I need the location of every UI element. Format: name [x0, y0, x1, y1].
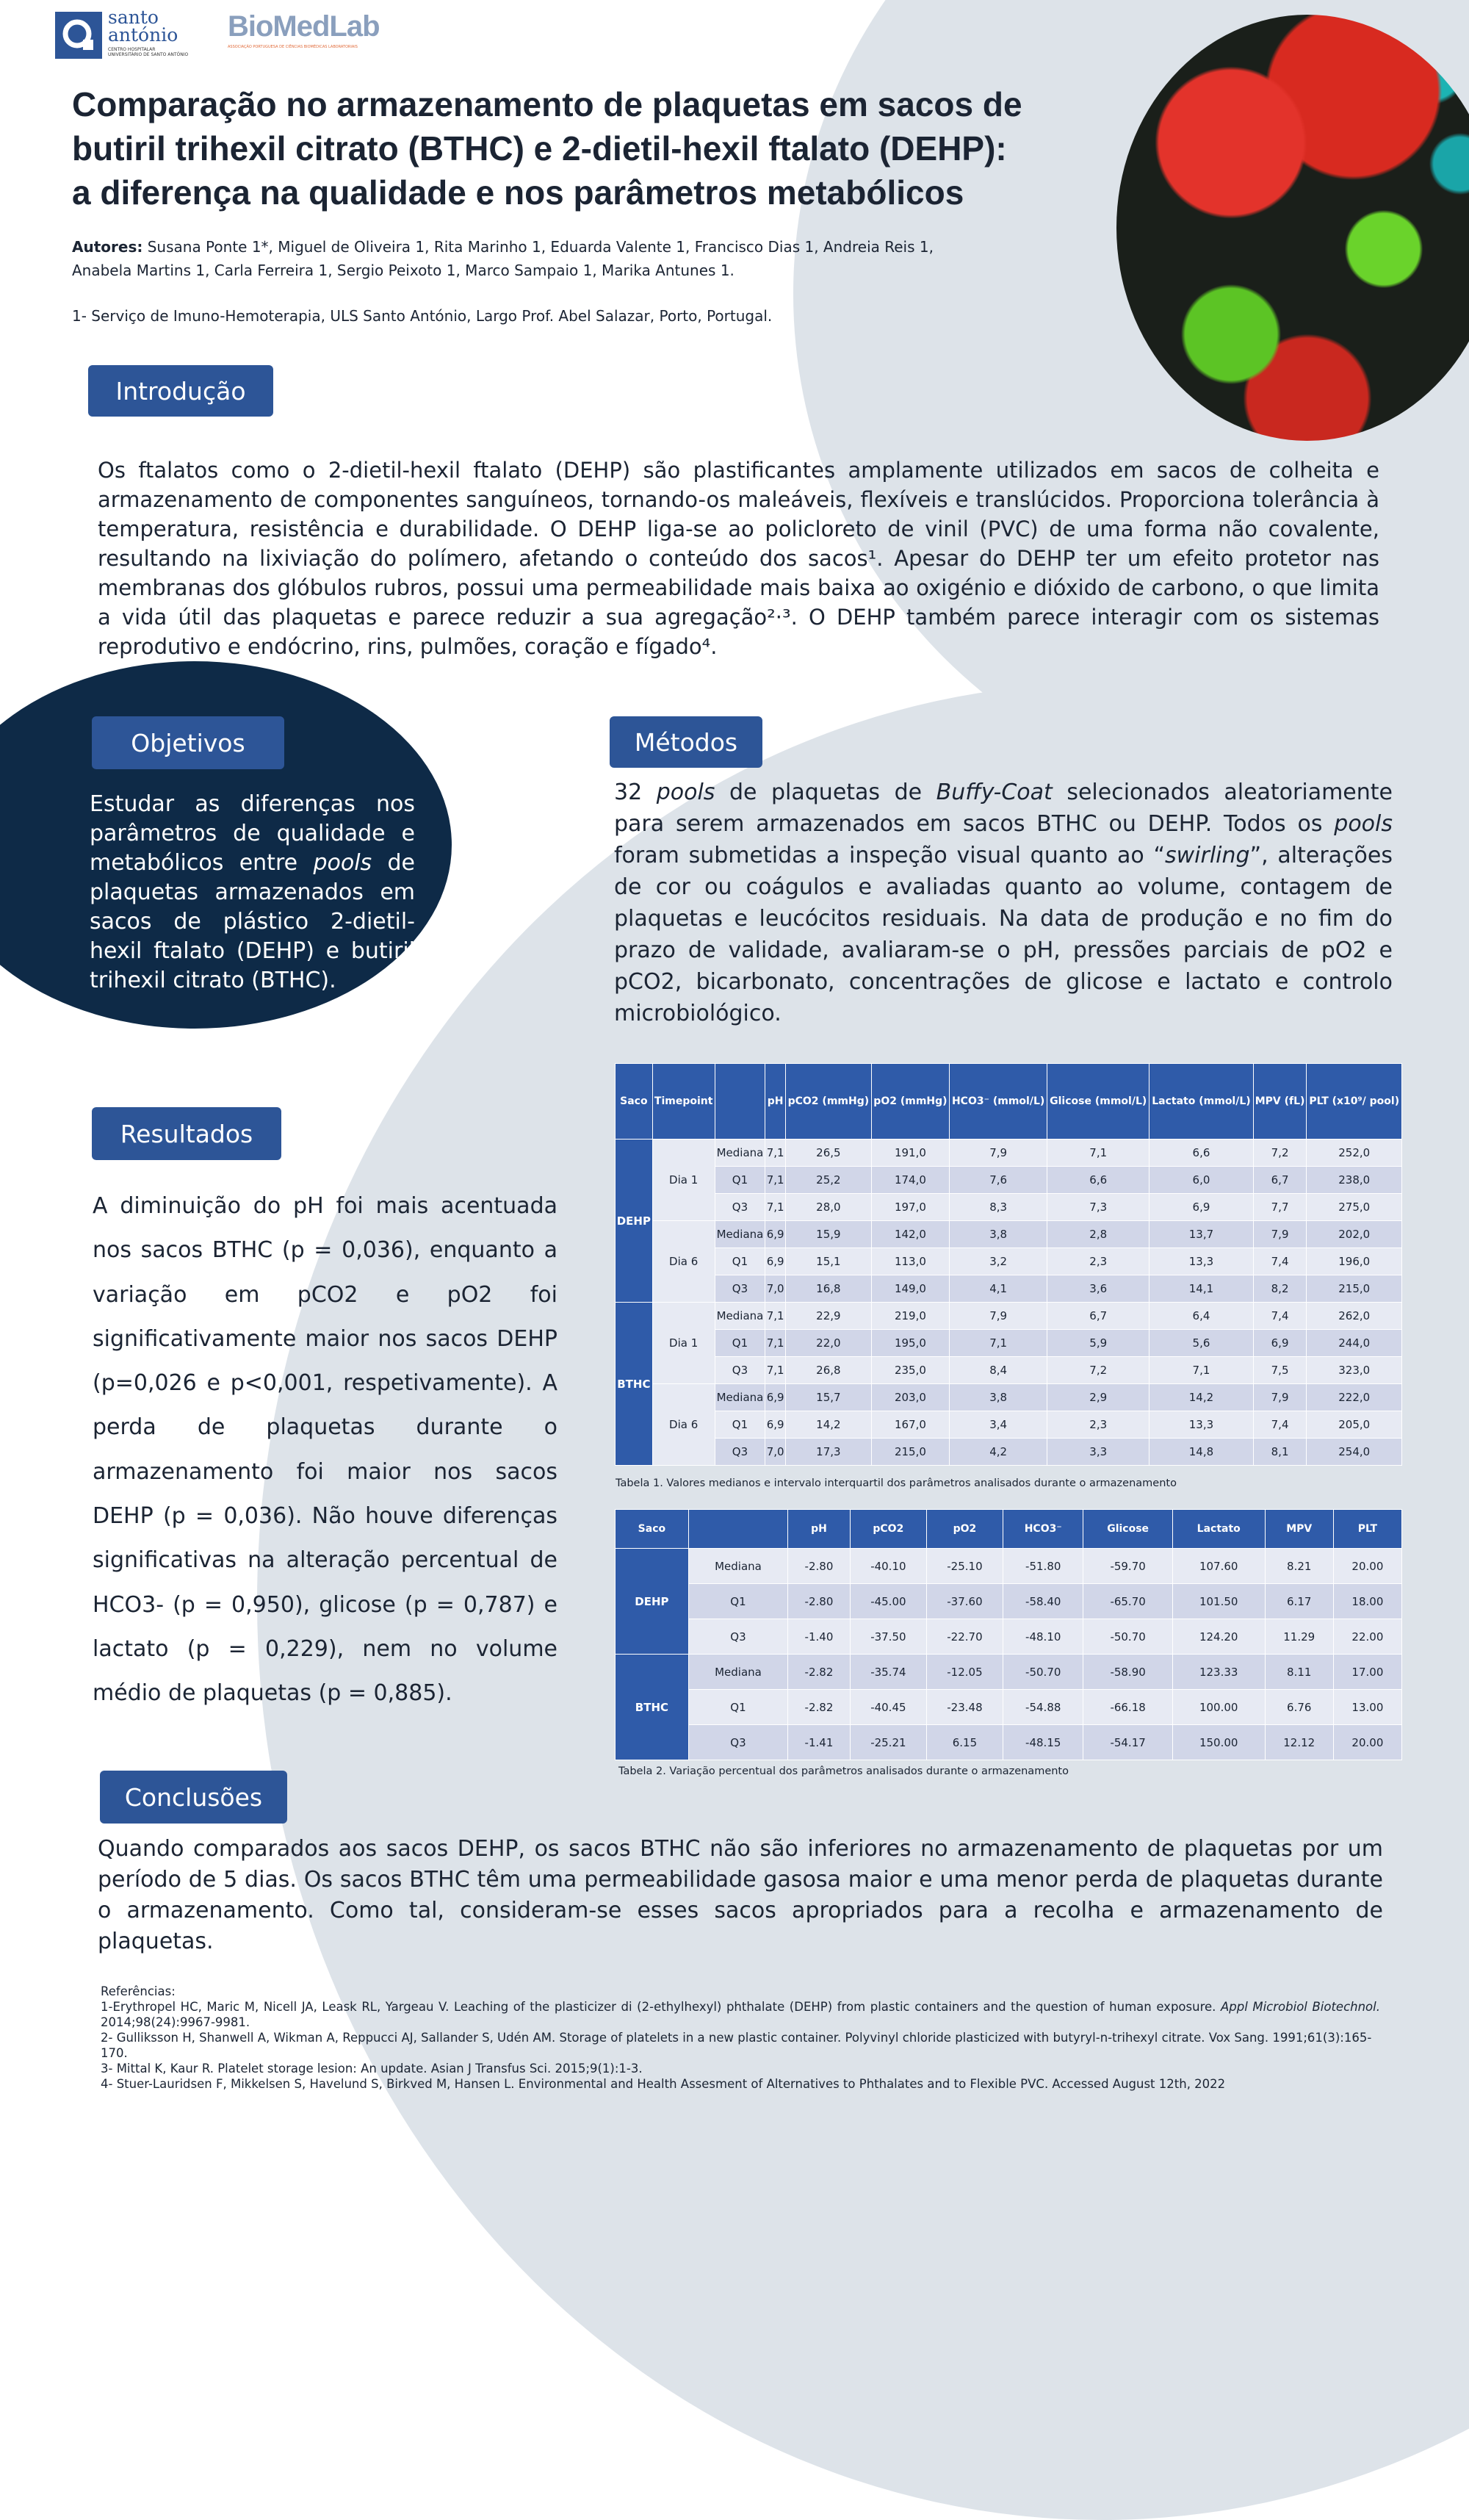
table1-value-cell: 7,6: [950, 1167, 1047, 1194]
table1-value-cell: 13,7: [1149, 1221, 1253, 1248]
table2-value-cell: -59.70: [1083, 1549, 1172, 1584]
table-row: [616, 1248, 1402, 1275]
table1-value-cell: 142,0: [871, 1221, 949, 1248]
table1-value-cell: 7,2: [1253, 1140, 1307, 1167]
biomedlab-logo: [228, 10, 397, 62]
table2-header-cell: Saco: [616, 1510, 689, 1549]
table2-value-cell: 101.50: [1172, 1584, 1265, 1619]
table1-value-cell: 222,0: [1307, 1384, 1402, 1411]
resultados-text: A diminuição do pH foi mais acentuada nos sacos BTHC (p = 0,036), enquanto a variação em pCO2 e pO2 foi significativamente maior nos sacos DEHP (p=0,026 e p<0,001, respetivamente). A perda de plaquetas durante o armazenamento foi maior nos sacos DEHP (p = 0,036). Não houve diferenças significativas na alteração percentual de HCO3- (p = 0,950), glicose (p = 0,787) e lactato (p = 0,229), nem no volume médio de plaquetas (p = 0,885).: [93, 1193, 557, 1707]
objetivos-text: [90, 790, 415, 996]
table2-value-cell: -37.50: [850, 1619, 926, 1655]
table1-value-cell: 235,0: [871, 1357, 949, 1384]
table1-value-cell: 6,9: [1253, 1330, 1307, 1357]
table2-value-cell: -51.80: [1003, 1549, 1083, 1584]
table2-value-cell: 11.29: [1265, 1619, 1333, 1655]
table-2: [615, 1509, 1402, 1760]
table2-value-cell: 6.15: [926, 1725, 1003, 1760]
table2-stat-cell: Mediana: [688, 1655, 787, 1690]
references: [101, 1984, 1380, 2092]
metodos-em1: pools: [656, 780, 715, 805]
table1-value-cell: 8,1: [1253, 1439, 1307, 1466]
reference-4: 4- Stuer-Lauridsen F, Mikkelsen S, Havelund S, Birkved M, Hansen L. Environmental and Health Assesment of Alternatives to Phthalates and to Flexible PVC. Accessed August 12th, 2022: [101, 2077, 1226, 2091]
table1-value-cell: 6,9: [1149, 1194, 1253, 1221]
reference-2: 2- Gulliksson H, Shanwell A, Wikman A, Reppucci AJ, Sallander S, Udén AM. Storage of platelets in a new plastic container. Polyvinyl chloride plasticized with butyryl-n-trihexyl citrate. Vox Sang. 1991;61(3):165-170.: [101, 2031, 1372, 2060]
table2-header-cell: pCO2: [850, 1510, 926, 1549]
table1-value-cell: 4,2: [950, 1439, 1047, 1466]
table2-value-cell: 17.00: [1333, 1655, 1401, 1690]
objetivos-heading: Objetivos: [92, 716, 284, 769]
table1-value-cell: 6,9: [765, 1411, 786, 1439]
table-row: [616, 1655, 1402, 1690]
reference-1-journal: Appl Microbiol Biotechnol.: [1220, 2000, 1380, 2014]
table2-value-cell: 8.21: [1265, 1549, 1333, 1584]
table1-value-cell: 7,1: [765, 1357, 786, 1384]
table1-value-cell: 13,3: [1149, 1411, 1253, 1439]
table1-value-cell: 262,0: [1307, 1303, 1402, 1330]
biomedlab-name: BioMedLab: [228, 10, 380, 43]
table1-value-cell: 7,9: [1253, 1221, 1307, 1248]
table1-caption: Tabela 1. Valores medianos e intervalo interquartil dos parâmetros analisados durante o armazenamento: [616, 1477, 1177, 1489]
table1-value-cell: 203,0: [871, 1384, 949, 1411]
table1-value-cell: 6,9: [765, 1221, 786, 1248]
table1-stat-cell: Mediana: [715, 1140, 765, 1167]
table1-saco-cell: BTHC: [616, 1303, 653, 1466]
table2-value-cell: -58.40: [1003, 1584, 1083, 1619]
santo-antonio-logo-icon: [55, 12, 102, 59]
table1-value-cell: 3,6: [1047, 1275, 1149, 1303]
title-line3: a diferença na qualidade e nos parâmetros metabólicos: [72, 173, 964, 212]
authors-line1: Susana Ponte 1*, Miguel de Oliveira 1, Rita Marinho 1, Eduarda Valente 1, Francisco Dias 1, Andreia Reis 1,: [147, 238, 934, 256]
table2-value-cell: -54.88: [1003, 1690, 1083, 1725]
table2-value-cell: 12.12: [1265, 1725, 1333, 1760]
table2-stat-cell: Q1: [688, 1690, 787, 1725]
metodos-em2: Buffy-Coat: [936, 780, 1053, 805]
table2-value-cell: 100.00: [1172, 1690, 1265, 1725]
intro-text: Os ftalatos como o 2-dietil-hexil ftalato (DEHP) são plastificantes amplamente utilizados em sacos de colheita e armazenamento de componentes sanguíneos, tornando-os maleáveis, flexíveis e translúcidos. Proporciona tolerância à temperatura, resistência e durabilidade. O DEHP liga-se ao policloreto de vinil (PVC) de uma forma não covalente, resultando na lixiviação do polímero, afetando o conteúdo dos sacos¹. Apesar do DEHP ter um efeito protetor nas membranas dos glóbulos rubros, possui uma permeabilidade mais baixa ao oxigénio e dióxido de carbono, o que limita a vida útil das plaquetas e parece reduzir a sua agregação²·³. O DEHP também parece interagir com os sistemas reprodutivo e endócrino, rins, pulmões, coração e fígado⁴.: [98, 458, 1379, 659]
metodos-p5: ”, alterações de cor ou coágulos e avaliadas quanto ao volume, contagem de plaquetas e leucócitos residuais. Na data de produção e no fim do prazo de validade, avaliaram-se o pH, pressões parciais de pO2 e pCO2, bicarbonato, concentrações de glicose e lactato e controlo microbiológico.: [614, 843, 1393, 1026]
table-row: [616, 1619, 1402, 1655]
table1-header-cell: pH: [765, 1064, 786, 1140]
table2-header-cell: pH: [788, 1510, 851, 1549]
table2-value-cell: -23.48: [926, 1690, 1003, 1725]
table1-value-cell: 7,5: [1253, 1357, 1307, 1384]
table-row: [616, 1303, 1402, 1330]
table1-value-cell: 149,0: [871, 1275, 949, 1303]
table2-value-cell: -2.82: [788, 1655, 851, 1690]
table1-value-cell: 113,0: [871, 1248, 949, 1275]
table1-value-cell: 4,1: [950, 1275, 1047, 1303]
reference-3: 3- Mittal K, Kaur R. Platelet storage lesion: An update. Asian J Transfus Sci. 2015;9(1):1-3.: [101, 2062, 643, 2076]
table2-value-cell: 8.11: [1265, 1655, 1333, 1690]
table2-value-cell: -25.21: [850, 1725, 926, 1760]
table2-header-cell: Glicose: [1083, 1510, 1172, 1549]
table2-header-cell: MPV: [1265, 1510, 1333, 1549]
table1-value-cell: 7,1: [765, 1330, 786, 1357]
table1-value-cell: 6,9: [765, 1384, 786, 1411]
table2-value-cell: 13.00: [1333, 1690, 1401, 1725]
logo1-line3: CENTRO HOSPITALAR: [108, 47, 156, 52]
table2-saco-cell: BTHC: [616, 1655, 689, 1760]
table-row: [616, 1439, 1402, 1466]
table2-stat-cell: Q3: [688, 1619, 787, 1655]
table2-value-cell: 150.00: [1172, 1725, 1265, 1760]
table1-header-cell: Lactato (mmol/L): [1149, 1064, 1253, 1140]
table1-value-cell: 7,0: [765, 1439, 786, 1466]
table1-header-cell: HCO3⁻ (mmol/L): [950, 1064, 1047, 1140]
authors-line2: Anabela Martins 1, Carla Ferreira 1, Sergio Peixoto 1, Marco Sampaio 1, Marika Antunes 1.: [72, 262, 734, 279]
table1-value-cell: 7,1: [950, 1330, 1047, 1357]
table1-value-cell: 14,2: [785, 1411, 871, 1439]
table2-value-cell: 6.17: [1265, 1584, 1333, 1619]
table1-header-cell: pCO2 (mmHg): [785, 1064, 871, 1140]
table-row: [616, 1167, 1402, 1194]
table1-value-cell: 7,4: [1253, 1411, 1307, 1439]
metodos-p2: de plaquetas de: [715, 780, 936, 805]
table1-value-cell: 22,0: [785, 1330, 871, 1357]
table2-value-cell: -35.74: [850, 1655, 926, 1690]
table1-value-cell: 2,3: [1047, 1248, 1149, 1275]
table2-value-cell: -2.82: [788, 1690, 851, 1725]
table1-value-cell: 252,0: [1307, 1140, 1402, 1167]
table1-header-cell: Timepoint: [652, 1064, 715, 1140]
table1-value-cell: 7,4: [1253, 1248, 1307, 1275]
table1-value-cell: 2,3: [1047, 1411, 1149, 1439]
table1-timepoint-cell: Dia 6: [652, 1384, 715, 1466]
table-row: [616, 1357, 1402, 1384]
table1-timepoint-cell: Dia 6: [652, 1221, 715, 1303]
table1-header-cell: MPV (fL): [1253, 1064, 1307, 1140]
table2-value-cell: 18.00: [1333, 1584, 1401, 1619]
table2-header-cell: pO2: [926, 1510, 1003, 1549]
table1-value-cell: 7,7: [1253, 1194, 1307, 1221]
table1-timepoint-cell: Dia 1: [652, 1303, 715, 1384]
table2-value-cell: -50.70: [1083, 1619, 1172, 1655]
table2-value-cell: -65.70: [1083, 1584, 1172, 1619]
reference-1b: 2014;98(24):9967-9981.: [101, 2015, 250, 2029]
table2-value-cell: -25.10: [926, 1549, 1003, 1584]
table1-value-cell: 22,9: [785, 1303, 871, 1330]
table1-value-cell: 7,9: [1253, 1384, 1307, 1411]
table-1: [615, 1063, 1402, 1466]
table1-value-cell: 6,7: [1253, 1167, 1307, 1194]
table-row: [616, 1549, 1402, 1584]
table2-value-cell: -2.80: [788, 1584, 851, 1619]
table2-stat-cell: Q3: [688, 1725, 787, 1760]
table1-value-cell: 2,9: [1047, 1384, 1149, 1411]
table1-value-cell: 14,1: [1149, 1275, 1253, 1303]
table1-stat-cell: Mediana: [715, 1221, 765, 1248]
table1-value-cell: 3,8: [950, 1221, 1047, 1248]
table1-value-cell: 14,2: [1149, 1384, 1253, 1411]
table2-value-cell: -66.18: [1083, 1690, 1172, 1725]
table1-header-row: [616, 1064, 1402, 1140]
table2-value-cell: -2.80: [788, 1549, 851, 1584]
table1-stat-cell: Q1: [715, 1167, 765, 1194]
table-row: [616, 1194, 1402, 1221]
affiliation: 1- Serviço de Imuno-Hemoterapia, ULS Santo António, Largo Prof. Abel Salazar, Porto, Portugal.: [72, 307, 773, 325]
table1-value-cell: 323,0: [1307, 1357, 1402, 1384]
table2-header-cell: PLT: [1333, 1510, 1401, 1549]
table1-value-cell: 14,8: [1149, 1439, 1253, 1466]
objetivos-text-em: pools: [313, 850, 372, 876]
table1-saco-cell: DEHP: [616, 1140, 653, 1303]
table2-value-cell: -12.05: [926, 1655, 1003, 1690]
table2-header-row: [616, 1510, 1402, 1549]
santo-antonio-logo: [55, 7, 209, 62]
table2-value-cell: -40.10: [850, 1549, 926, 1584]
table1-value-cell: 6,6: [1149, 1140, 1253, 1167]
table1-stat-cell: Q3: [715, 1194, 765, 1221]
table1-value-cell: 7,1: [765, 1303, 786, 1330]
reference-1: [101, 1999, 1380, 2030]
table2-header-cell: [688, 1510, 787, 1549]
metodos-em3: pools: [1334, 811, 1393, 837]
table1-value-cell: 219,0: [871, 1303, 949, 1330]
table1-value-cell: 6,0: [1149, 1167, 1253, 1194]
table2-caption: Tabela 2. Variação percentual dos parâmetros analisados durante o armazenamento: [618, 1765, 1069, 1777]
table2-value-cell: 20.00: [1333, 1549, 1401, 1584]
table1-header-cell: Glicose (mmol/L): [1047, 1064, 1149, 1140]
resultados-heading: Resultados: [92, 1107, 281, 1160]
table1-value-cell: 215,0: [1307, 1275, 1402, 1303]
table1-header-cell: pO2 (mmHg): [871, 1064, 949, 1140]
table1-value-cell: 3,2: [950, 1248, 1047, 1275]
table-row: [616, 1221, 1402, 1248]
table1-value-cell: 7,9: [950, 1140, 1047, 1167]
table1-value-cell: 244,0: [1307, 1330, 1402, 1357]
table1-value-cell: 8,2: [1253, 1275, 1307, 1303]
conclusoes-heading: Conclusões: [100, 1771, 287, 1824]
metodos-text: [614, 777, 1393, 1029]
table1-value-cell: 6,7: [1047, 1303, 1149, 1330]
table-row: [616, 1330, 1402, 1357]
table1-value-cell: 3,4: [950, 1411, 1047, 1439]
poster-title: [72, 82, 1100, 215]
intro-heading: Introdução: [88, 365, 273, 417]
table-row: [616, 1411, 1402, 1439]
table1-stat-cell: Mediana: [715, 1303, 765, 1330]
table2-saco-cell: DEHP: [616, 1549, 689, 1655]
table2-value-cell: -1.41: [788, 1725, 851, 1760]
metodos-heading: Métodos: [610, 716, 762, 768]
table1-value-cell: 196,0: [1307, 1248, 1402, 1275]
table2-value-cell: -22.70: [926, 1619, 1003, 1655]
table1-header-cell: [715, 1064, 765, 1140]
table2-value-cell: 22.00: [1333, 1619, 1401, 1655]
metodos-p3: selecionados aleatoriamente para serem armazenados em sacos BTHC ou DEHP. Todos os: [614, 780, 1393, 837]
table1-value-cell: 16,8: [785, 1275, 871, 1303]
table1-value-cell: 7,1: [1149, 1357, 1253, 1384]
table2-stat-cell: Mediana: [688, 1549, 787, 1584]
table1-value-cell: 5,6: [1149, 1330, 1253, 1357]
table2-value-cell: 124.20: [1172, 1619, 1265, 1655]
table1-value-cell: 167,0: [871, 1411, 949, 1439]
table1-value-cell: 3,3: [1047, 1439, 1149, 1466]
table2-value-cell: -48.10: [1003, 1619, 1083, 1655]
table1-value-cell: 25,2: [785, 1167, 871, 1194]
table1-timepoint-cell: Dia 1: [652, 1140, 715, 1221]
logo1-line4: UNIVERSITÁRIO DE SANTO ANTÓNIO: [108, 52, 189, 57]
table1-value-cell: 5,9: [1047, 1330, 1149, 1357]
reference-1a: 1-Erythropel HC, Maric M, Nicell JA, Leask RL, Yargeau V. Leaching of the plasticizer di (2-ethylhexyl) phthalate (DEHP) from plastic containers and the question of human exposure.: [101, 2000, 1221, 2014]
table1-value-cell: 7,3: [1047, 1194, 1149, 1221]
table2-value-cell: -45.00: [850, 1584, 926, 1619]
table1-value-cell: 197,0: [871, 1194, 949, 1221]
authors-label: Autores:: [72, 238, 143, 256]
table1-stat-cell: Q1: [715, 1248, 765, 1275]
table1-value-cell: 7,1: [765, 1167, 786, 1194]
table1-value-cell: 202,0: [1307, 1221, 1402, 1248]
authors-block: [72, 235, 1064, 328]
table1-value-cell: 7,2: [1047, 1357, 1149, 1384]
table1-stat-cell: Q3: [715, 1439, 765, 1466]
table-row: [616, 1384, 1402, 1411]
table1-value-cell: 205,0: [1307, 1411, 1402, 1439]
table2-value-cell: -37.60: [926, 1584, 1003, 1619]
table1-stat-cell: Mediana: [715, 1384, 765, 1411]
table1-stat-cell: Q1: [715, 1330, 765, 1357]
title-line1: Comparação no armazenamento de plaquetas em sacos de: [72, 85, 1022, 123]
table2-value-cell: 107.60: [1172, 1549, 1265, 1584]
table1-value-cell: 8,4: [950, 1357, 1047, 1384]
table1-value-cell: 17,3: [785, 1439, 871, 1466]
table2-value-cell: -58.90: [1083, 1655, 1172, 1690]
table2-value-cell: -1.40: [788, 1619, 851, 1655]
table1-stat-cell: Q1: [715, 1411, 765, 1439]
table1-value-cell: 7,0: [765, 1275, 786, 1303]
metodos-p4: foram submetidas a inspeção visual quanto ao “: [614, 843, 1166, 868]
table1-value-cell: 191,0: [871, 1140, 949, 1167]
table1-header-cell: Saco: [616, 1064, 653, 1140]
table2-value-cell: -54.17: [1083, 1725, 1172, 1760]
table1-stat-cell: Q3: [715, 1275, 765, 1303]
table1-stat-cell: Q3: [715, 1357, 765, 1384]
table1-value-cell: 7,1: [765, 1140, 786, 1167]
objetivos-text-a: Estudar as diferenças nos parâmetros de qualidade e metabólicos entre: [90, 791, 415, 876]
title-line2: butiril trihexil citrato (BTHC) e 2-dietil-hexil ftalato (DEHP):: [72, 129, 1007, 168]
table1-value-cell: 6,9: [765, 1248, 786, 1275]
conclusoes-text: Quando comparados aos sacos DEHP, os sacos BTHC não são inferiores no armazenamento de plaquetas por um período de 5 dias. Os sacos BTHC têm uma permeabilidade gasosa maior e uma menor perda de plaquetas durante o armazenamento. Como tal, consideram-se esses sacos apropriados para a recolha e armazenamento de plaquetas.: [98, 1836, 1383, 1954]
table2-value-cell: 6.76: [1265, 1690, 1333, 1725]
table1-header-cell: PLT (x10⁹/ pool): [1307, 1064, 1402, 1140]
table1-value-cell: 26,5: [785, 1140, 871, 1167]
table1-value-cell: 6,4: [1149, 1303, 1253, 1330]
table1-value-cell: 28,0: [785, 1194, 871, 1221]
table1-value-cell: 2,8: [1047, 1221, 1149, 1248]
table1-value-cell: 15,9: [785, 1221, 871, 1248]
table2-value-cell: 123.33: [1172, 1655, 1265, 1690]
table1-value-cell: 15,7: [785, 1384, 871, 1411]
objetivos-text-b: de plaquetas armazenados em sacos de plástico 2-dietil-hexil ftalato (DEHP) e butiril trihexil citrato (BTHC).: [90, 850, 415, 993]
table1-value-cell: 254,0: [1307, 1439, 1402, 1466]
table-row: [616, 1275, 1402, 1303]
table-row: [616, 1725, 1402, 1760]
table-row: [616, 1690, 1402, 1725]
table2-value-cell: -48.15: [1003, 1725, 1083, 1760]
table2-header-cell: HCO3⁻: [1003, 1510, 1083, 1549]
references-heading: Referências:: [101, 1984, 176, 1998]
table1-value-cell: 26,8: [785, 1357, 871, 1384]
metodos-em4: swirling: [1165, 843, 1250, 868]
table1-value-cell: 8,3: [950, 1194, 1047, 1221]
table1-value-cell: 195,0: [871, 1330, 949, 1357]
table-row: [616, 1584, 1402, 1619]
table1-value-cell: 15,1: [785, 1248, 871, 1275]
table1-value-cell: 7,4: [1253, 1303, 1307, 1330]
logo1-line2: antónio: [108, 24, 178, 46]
table1-value-cell: 7,1: [1047, 1140, 1149, 1167]
table1-value-cell: 215,0: [871, 1439, 949, 1466]
table-row: [616, 1140, 1402, 1167]
table1-value-cell: 174,0: [871, 1167, 949, 1194]
table2-value-cell: -40.45: [850, 1690, 926, 1725]
table1-value-cell: 6,6: [1047, 1167, 1149, 1194]
metodos-p1: 32: [614, 780, 657, 805]
table1-value-cell: 275,0: [1307, 1194, 1402, 1221]
table1-value-cell: 13,3: [1149, 1248, 1253, 1275]
biomedlab-sub: ASSOCIAÇÃO PORTUGUESA DE CIÊNCIAS BIOMÉDICAS LABORATORIAIS: [228, 45, 358, 49]
logo1-line1: santo: [108, 7, 159, 28]
table2-value-cell: -50.70: [1003, 1655, 1083, 1690]
table1-value-cell: 7,9: [950, 1303, 1047, 1330]
table1-value-cell: 3,8: [950, 1384, 1047, 1411]
table2-value-cell: 20.00: [1333, 1725, 1401, 1760]
table1-value-cell: 238,0: [1307, 1167, 1402, 1194]
table2-stat-cell: Q1: [688, 1584, 787, 1619]
table1-value-cell: 7,1: [765, 1194, 786, 1221]
table2-header-cell: Lactato: [1172, 1510, 1265, 1549]
